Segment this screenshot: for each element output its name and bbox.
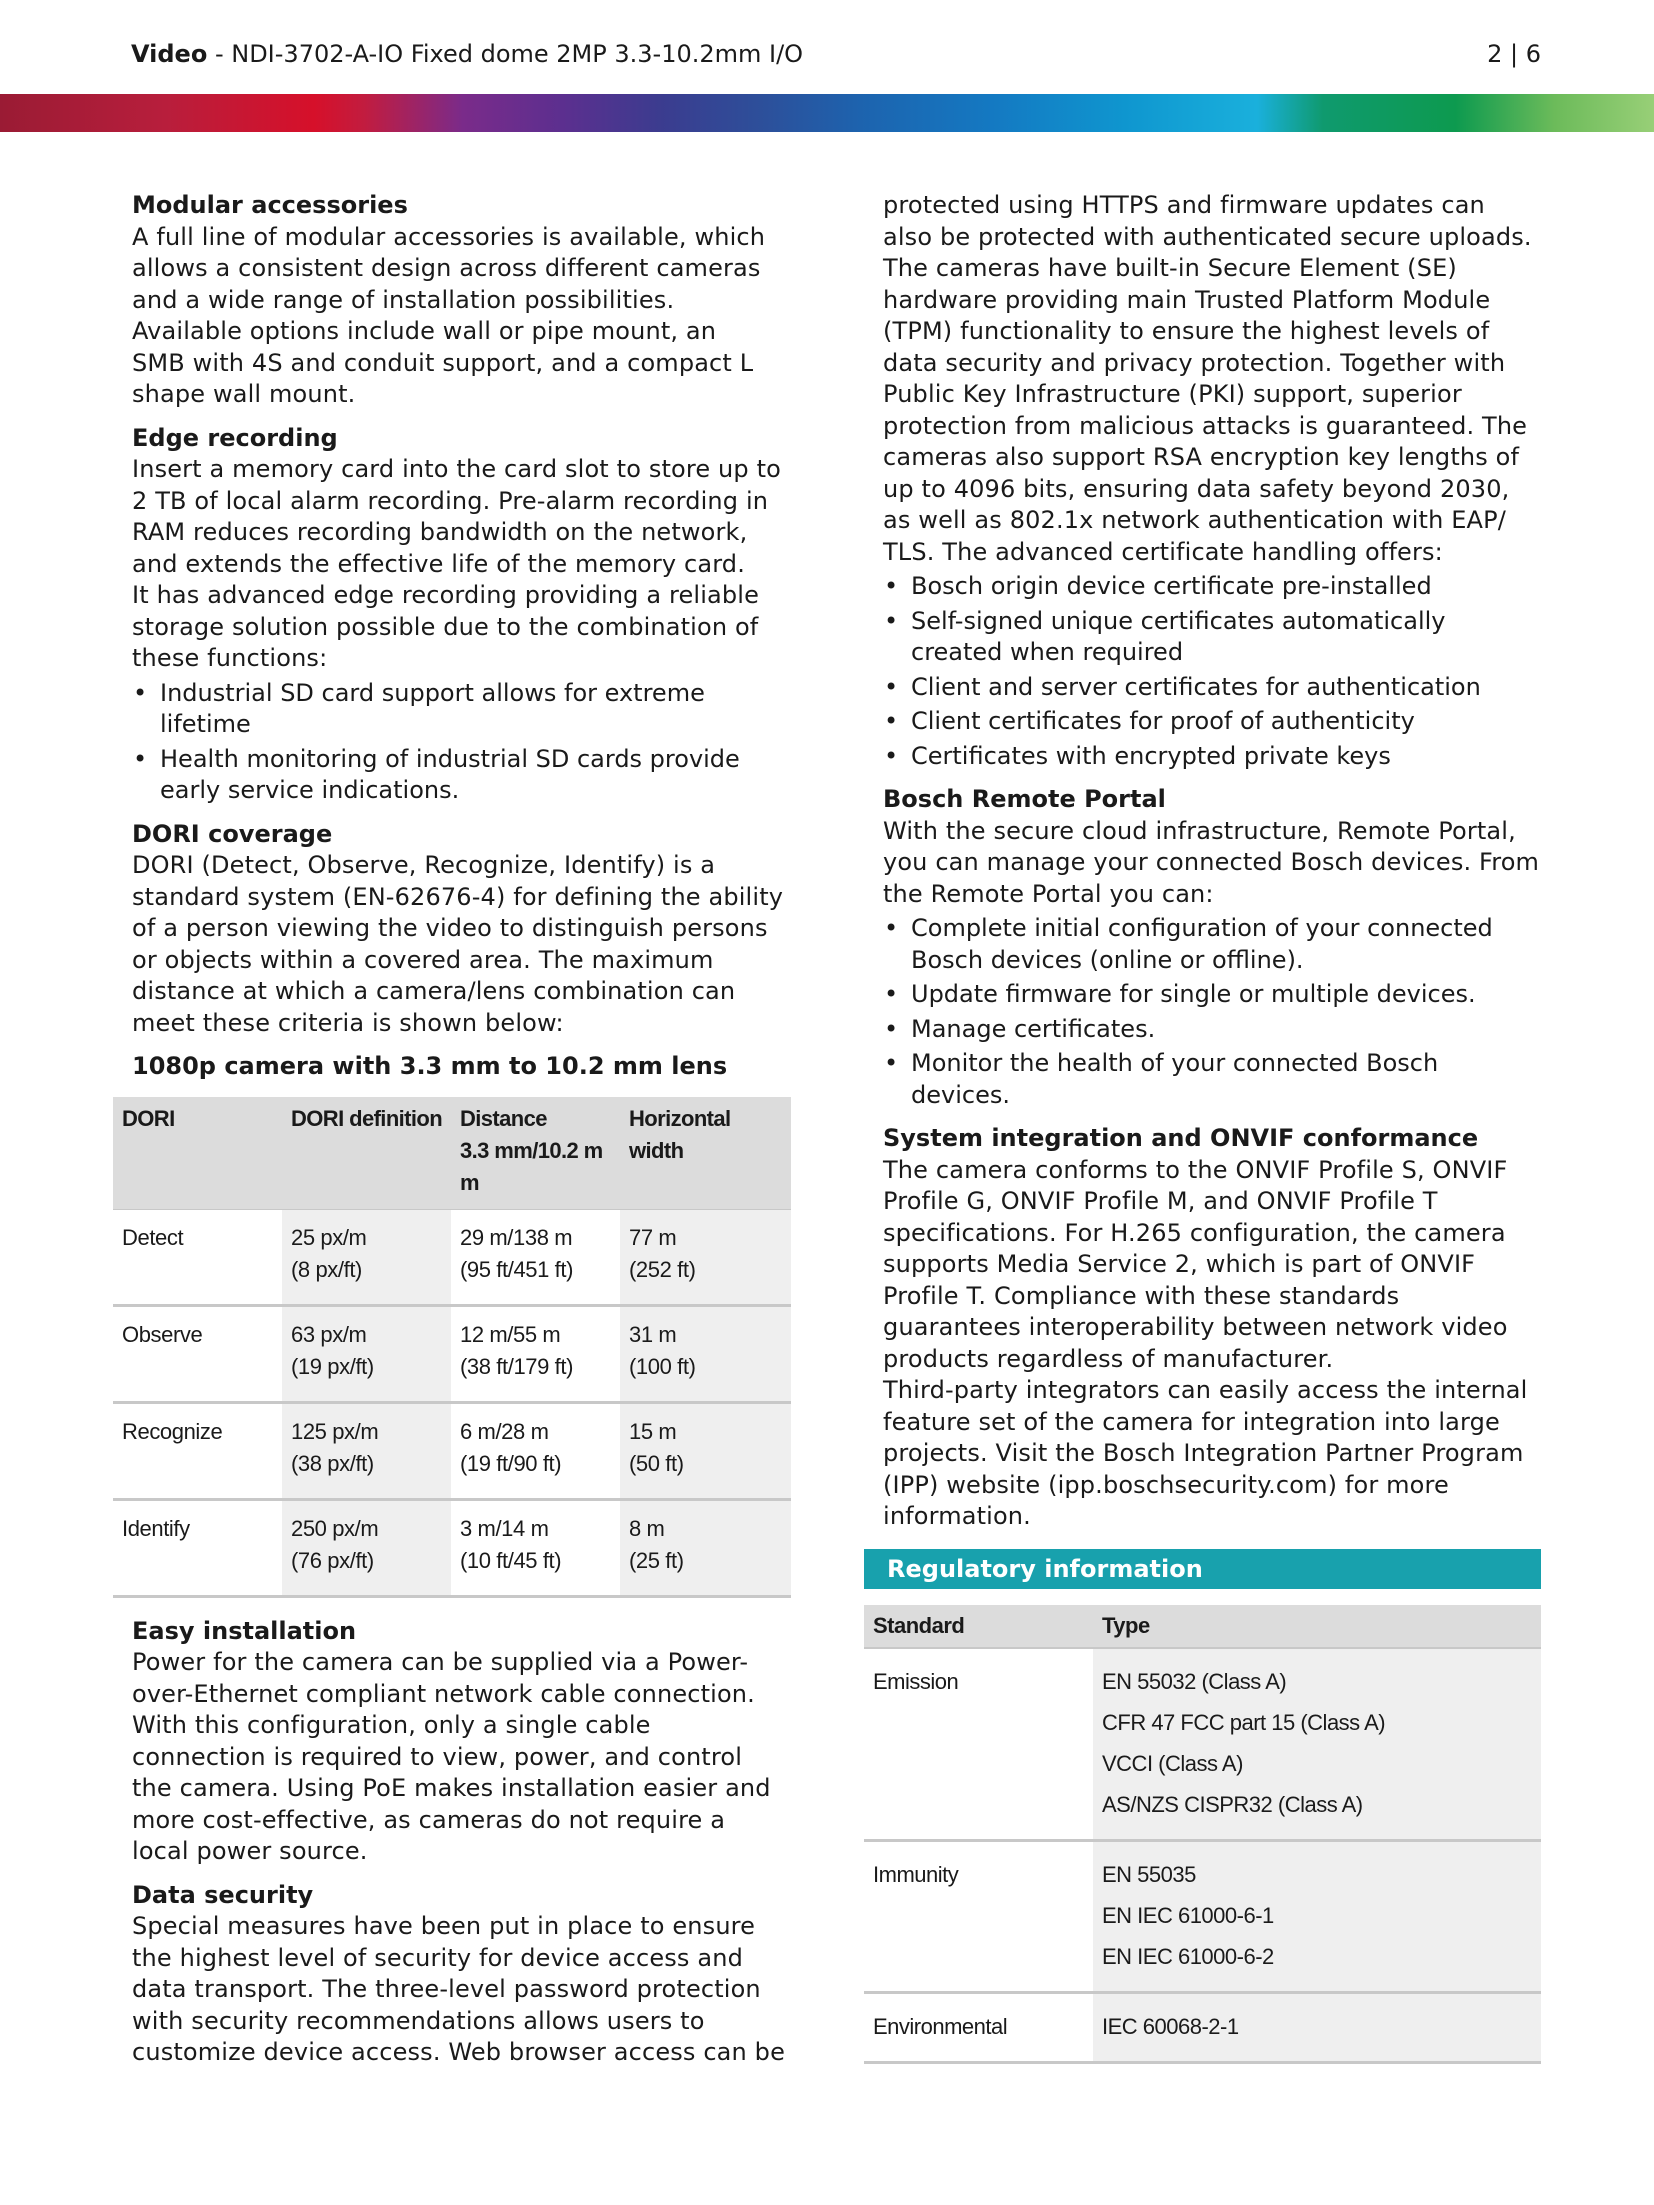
bullet-item [883, 672, 1543, 704]
regulatory-type: EN IEC 61000-6-1 [1102, 1902, 1274, 1928]
text-line: TLS. The advanced certificate handling offers: [883, 537, 1443, 566]
regulatory-types [1093, 1648, 1541, 1841]
cell-line: (25 ft) [629, 1547, 684, 1573]
cell-line: 63 px/m [291, 1321, 367, 1347]
bullet-line: • Health monitoring of industrial SD cards provide [160, 744, 740, 773]
cell-line: 25 px/m [291, 1224, 367, 1250]
text-line: SMB with 4S and conduit support, and a compact L [132, 348, 754, 377]
dori-table-body [113, 1209, 791, 1596]
regulatory-type: EN IEC 61000-6-2 [1102, 1943, 1274, 1969]
text-line: Profile T. Compliance with these standards [883, 1281, 1400, 1310]
dori-row [113, 1499, 791, 1596]
cell-line: (38 ft/179 ft) [460, 1353, 574, 1379]
cell-line: (95 ft/451 ft) [460, 1256, 574, 1282]
dori-cell [282, 1209, 451, 1305]
regulatory-type: EN 55032 (Class A) [1102, 1668, 1287, 1694]
heading-remote-portal: Bosch Remote Portal [883, 785, 1166, 813]
section-easy-installation [132, 1616, 792, 1868]
edge-bullets [132, 678, 792, 807]
cell-line: 6 m/28 m [460, 1418, 549, 1444]
bullet-item [883, 979, 1543, 1011]
text-line: (TPM) functionality to ensure the highest levels of [883, 317, 1490, 345]
section-onvif [883, 1123, 1543, 1533]
text-line: The camera conforms to the ONVIF Profile S, ONVIF [883, 1155, 1508, 1184]
bullet-item [883, 1014, 1543, 1046]
text-line: these functions: [132, 644, 328, 672]
heading-dori-coverage: DORI coverage [132, 819, 333, 848]
text-line: up to 4096 bits, ensuring data safety beyond 2030, [883, 474, 1510, 503]
bullet-line: • Update firmware for single or multiple devices. [911, 980, 1476, 1008]
text-line: feature set of the camera for integration into large [883, 1407, 1500, 1436]
heading-easy-installation: Easy installation [132, 1616, 357, 1645]
text-line: Power for the camera can be supplied via a Power- [132, 1648, 749, 1676]
text-line: Third-party integrators can easily access the internal [883, 1376, 1528, 1404]
regulatory-type: IEC 60068-2-1 [1102, 2013, 1239, 2039]
regulatory-standard: Immunity [864, 1840, 1093, 1992]
dori-cell [113, 1499, 282, 1596]
dori-cell [451, 1209, 620, 1305]
dori-cell [451, 1402, 620, 1499]
regulatory-table-body [864, 1648, 1541, 2063]
cell-line: 29 m/138 m [460, 1224, 573, 1250]
header-category: Video [131, 40, 208, 68]
bullet-line: • Client certificates for proof of authenticity [911, 707, 1415, 735]
dori-col-header [451, 1097, 620, 1210]
text-line: distance at which a camera/lens combination can [132, 977, 736, 1005]
cell-line: 3 m/14 m [460, 1515, 549, 1541]
dori-cell [451, 1499, 620, 1596]
dori-row [113, 1305, 791, 1402]
text-line: allows a consistent design across different cameras [132, 254, 761, 282]
text-line: A full line of modular accessories is available, which [132, 222, 766, 251]
cell-line: (10 ft/45 ft) [460, 1547, 562, 1573]
security-cont-text [883, 190, 1543, 568]
text-line: (IPP) website (ipp.boschsecurity.com) for more [883, 1470, 1449, 1499]
bullet-line: early service indications. [160, 776, 460, 804]
bullet-line: • Self-signed unique certificates automatically [911, 606, 1446, 635]
bullet-line: devices. [911, 1080, 1010, 1109]
regulatory-type: CFR 47 FCC part 15 (Class A) [1102, 1709, 1386, 1735]
bullet-line: • Complete initial configuration of your connected [911, 914, 1493, 942]
cell-line: 12 m/55 m [460, 1321, 561, 1347]
bullet-line: • Client and server certificates for authentication [911, 672, 1481, 701]
cell-line: m [460, 1169, 479, 1195]
bullet-item [883, 706, 1543, 738]
text-line: cameras also support RSA encryption key lengths of [883, 443, 1520, 471]
heading-data-security: Data security [132, 1880, 314, 1909]
regulatory-col-header: Type [1093, 1605, 1541, 1648]
bullet-item [883, 606, 1543, 669]
regulatory-row [864, 1648, 1541, 1841]
cell-line: 3.3 mm/10.2 m [460, 1137, 603, 1163]
page-header [131, 36, 1541, 72]
dori-table-title: 1080p camera with 3.3 mm to 10.2 mm lens [132, 1052, 728, 1080]
text-line: you can manage your connected Bosch devices. From [883, 848, 1540, 876]
cell-line: width [629, 1137, 684, 1163]
text-line: over-Ethernet compliant network cable connection. [132, 1679, 755, 1708]
dori-cell [113, 1209, 282, 1305]
text-line: Insert a memory card into the card slot to store up to [132, 455, 781, 483]
dori-cell [282, 1402, 451, 1499]
dori-cell [620, 1402, 791, 1499]
bullet-line: • Bosch origin device certificate pre-installed [911, 572, 1432, 600]
regulatory-type: VCCI (Class A) [1102, 1750, 1243, 1776]
regulatory-types [1093, 1840, 1541, 1992]
text-line: DORI (Detect, Observe, Recognize, Identify) is a [132, 851, 716, 879]
right-column [873, 190, 1543, 2064]
cell-line: (19 ft/90 ft) [460, 1450, 562, 1476]
section-remote-portal [883, 784, 1543, 1111]
cell-line: Observe [122, 1321, 203, 1347]
cell-line: (76 px/ft) [291, 1547, 374, 1573]
dori-cell [620, 1209, 791, 1305]
bullet-line: Bosch devices (online or offline). [911, 945, 1304, 974]
dori-row [113, 1209, 791, 1305]
text-line: information. [883, 1502, 1031, 1530]
text-line: projects. Visit the Bosch Integration Partner Program [883, 1439, 1524, 1467]
cell-line: (100 ft) [629, 1353, 696, 1379]
text-line: data transport. The three-level password protection [132, 1975, 761, 2003]
regulatory-standard: Environmental [864, 1992, 1093, 2062]
regulatory-type: EN 55035 [1102, 1861, 1196, 1887]
certificate-bullets [883, 571, 1543, 772]
bullet-item [883, 913, 1543, 976]
cell-line: 125 px/m [291, 1418, 379, 1444]
text-line: data security and privacy protection. Together with [883, 348, 1506, 377]
dori-cell [620, 1499, 791, 1596]
text-line: 2 TB of local alarm recording. Pre-alarm recording in [132, 486, 769, 515]
edge-text [132, 454, 792, 675]
dori-cell [451, 1305, 620, 1402]
dori-row [113, 1402, 791, 1499]
bullet-line: • Manage certificates. [911, 1014, 1156, 1043]
bullet-item [883, 571, 1543, 603]
regulatory-type: AS/NZS CISPR32 (Class A) [1102, 1791, 1363, 1817]
onvif-text [883, 1155, 1543, 1533]
cell-line: Recognize [122, 1418, 223, 1444]
text-line: more cost-effective, as cameras do not require a [132, 1805, 726, 1834]
text-line: shape wall mount. [132, 380, 356, 408]
dori-table-header-row [113, 1097, 791, 1210]
text-line: Available options include wall or pipe mount, an [132, 317, 717, 345]
modular-text [132, 222, 792, 411]
dori-cell [113, 1402, 282, 1499]
regulatory-col-header: Standard [864, 1605, 1093, 1648]
text-line: hardware providing main Trusted Platform Module [883, 285, 1491, 314]
text-line: Profile G, ONVIF Profile M, and ONVIF Profile T [883, 1187, 1438, 1215]
portal-text [883, 816, 1543, 911]
text-line: specifications. For H.265 configuration, the camera [883, 1218, 1506, 1247]
cell-line: 15 m [629, 1418, 677, 1444]
heading-onvif: System integration and ONVIF conformance [883, 1124, 1479, 1152]
dori-table-wrap [122, 1097, 792, 1598]
cell-line: DORI [122, 1105, 175, 1131]
bullet-item [132, 678, 792, 741]
cell-line: (38 px/ft) [291, 1450, 374, 1476]
section-edge-recording [132, 423, 792, 807]
cell-line: Distance [460, 1105, 547, 1131]
dori-cell [282, 1305, 451, 1402]
text-line: supports Media Service 2, which is part of ONVIF [883, 1250, 1476, 1278]
heading-edge-recording: Edge recording [132, 423, 338, 452]
dori-cell [282, 1499, 451, 1596]
regulatory-header-bar: Regulatory information [864, 1549, 1541, 1589]
section-modular-accessories [132, 190, 792, 411]
dori-table [113, 1097, 791, 1598]
cell-line: 8 m [629, 1515, 665, 1541]
brand-color-band [0, 94, 1654, 132]
bullet-item [883, 741, 1543, 773]
text-line: storage solution possible due to the combination of [132, 612, 759, 641]
cell-line: 77 m [629, 1224, 677, 1250]
left-column [122, 190, 792, 2081]
section-data-security [132, 1880, 792, 2069]
text-line: With this configuration, only a single cable [132, 1711, 651, 1739]
security-text [132, 1911, 792, 2069]
cell-line: Horizontal [629, 1105, 731, 1131]
regulatory-row [864, 1840, 1541, 1992]
cell-line: (252 ft) [629, 1256, 696, 1282]
regulatory-types [1093, 1992, 1541, 2062]
text-line: of a person viewing the video to distinguish persons [132, 914, 768, 942]
text-line: Special measures have been put in place to ensure [132, 1912, 756, 1940]
section-data-security-cont [883, 190, 1543, 772]
text-line: the highest level of security for device access and [132, 1943, 743, 1972]
text-line: and extends the effective life of the memory card. [132, 549, 745, 578]
cell-line: DORI definition [291, 1105, 443, 1131]
text-line: connection is required to view, power, and control [132, 1742, 743, 1771]
text-line: The cameras have built-in Secure Element (SE) [883, 254, 1457, 282]
dori-col-header [620, 1097, 791, 1210]
text-line: protected using HTTPS and firmware updates can [883, 191, 1485, 219]
text-line: as well as 802.1x network authentication with EAP/ [883, 506, 1506, 534]
text-line: customize device access. Web browser access can be [132, 2038, 785, 2066]
regulatory-header-row [864, 1605, 1541, 1648]
bullet-item [883, 1048, 1543, 1111]
text-line: with security recommendations allows users to [132, 2006, 705, 2035]
text-line: standard system (EN-62676-4) for defining the ability [132, 882, 784, 911]
text-line: also be protected with authenticated secure uploads. [883, 222, 1532, 251]
dori-cell [620, 1305, 791, 1402]
text-line: With the secure cloud infrastructure, Remote Portal, [883, 816, 1516, 845]
text-line: meet these criteria is shown below: [132, 1008, 564, 1037]
text-line: RAM reduces recording bandwidth on the network, [132, 518, 748, 546]
header-title: - NDI-3702-A-IO Fixed dome 2MP 3.3-10.2mm I/O [207, 40, 804, 68]
cell-line: Identify [122, 1515, 190, 1541]
bullet-line: lifetime [160, 710, 251, 738]
cell-line: 31 m [629, 1321, 677, 1347]
bullet-line: • Industrial SD card support allows for extreme [160, 678, 705, 707]
regulatory-row [864, 1992, 1541, 2062]
text-line: guarantees interoperability between network video [883, 1313, 1508, 1341]
easy-text [132, 1647, 792, 1868]
text-line: It has advanced edge recording providing a reliable [132, 581, 759, 609]
text-line: or objects within a covered area. The maximum [132, 945, 714, 974]
regulatory-standard: Emission [864, 1648, 1093, 1841]
bullet-line: created when required [911, 638, 1184, 666]
cell-line: (50 ft) [629, 1450, 684, 1476]
bullet-line: • Monitor the health of your connected Bosch [911, 1049, 1439, 1077]
cell-line: Detect [122, 1224, 184, 1250]
text-line: the Remote Portal you can: [883, 879, 1214, 908]
regulatory-table [864, 1605, 1541, 2064]
cell-line: (19 px/ft) [291, 1353, 374, 1379]
dori-cell [113, 1305, 282, 1402]
text-line: local power source. [132, 1837, 368, 1865]
page-number: 2 | 6 [1487, 40, 1541, 68]
cell-line: (8 px/ft) [291, 1256, 362, 1282]
dori-col-header [282, 1097, 451, 1210]
dori-col-header [113, 1097, 282, 1210]
text-line: products regardless of manufacturer. [883, 1344, 1334, 1373]
text-line: Public Key Infrastructure (PKI) support, superior [883, 380, 1462, 408]
heading-modular-accessories: Modular accessories [132, 191, 408, 219]
text-line: the camera. Using PoE makes installation easier and [132, 1774, 771, 1802]
bullet-item [132, 744, 792, 807]
section-dori-coverage [132, 819, 792, 1040]
text-line: protection from malicious attacks is guaranteed. The [883, 411, 1528, 440]
cell-line: 250 px/m [291, 1515, 379, 1541]
dori-text [132, 850, 792, 1039]
portal-bullets [883, 913, 1543, 1111]
text-line: and a wide range of installation possibilities. [132, 285, 675, 314]
bullet-line: • Certificates with encrypted private keys [911, 741, 1391, 770]
